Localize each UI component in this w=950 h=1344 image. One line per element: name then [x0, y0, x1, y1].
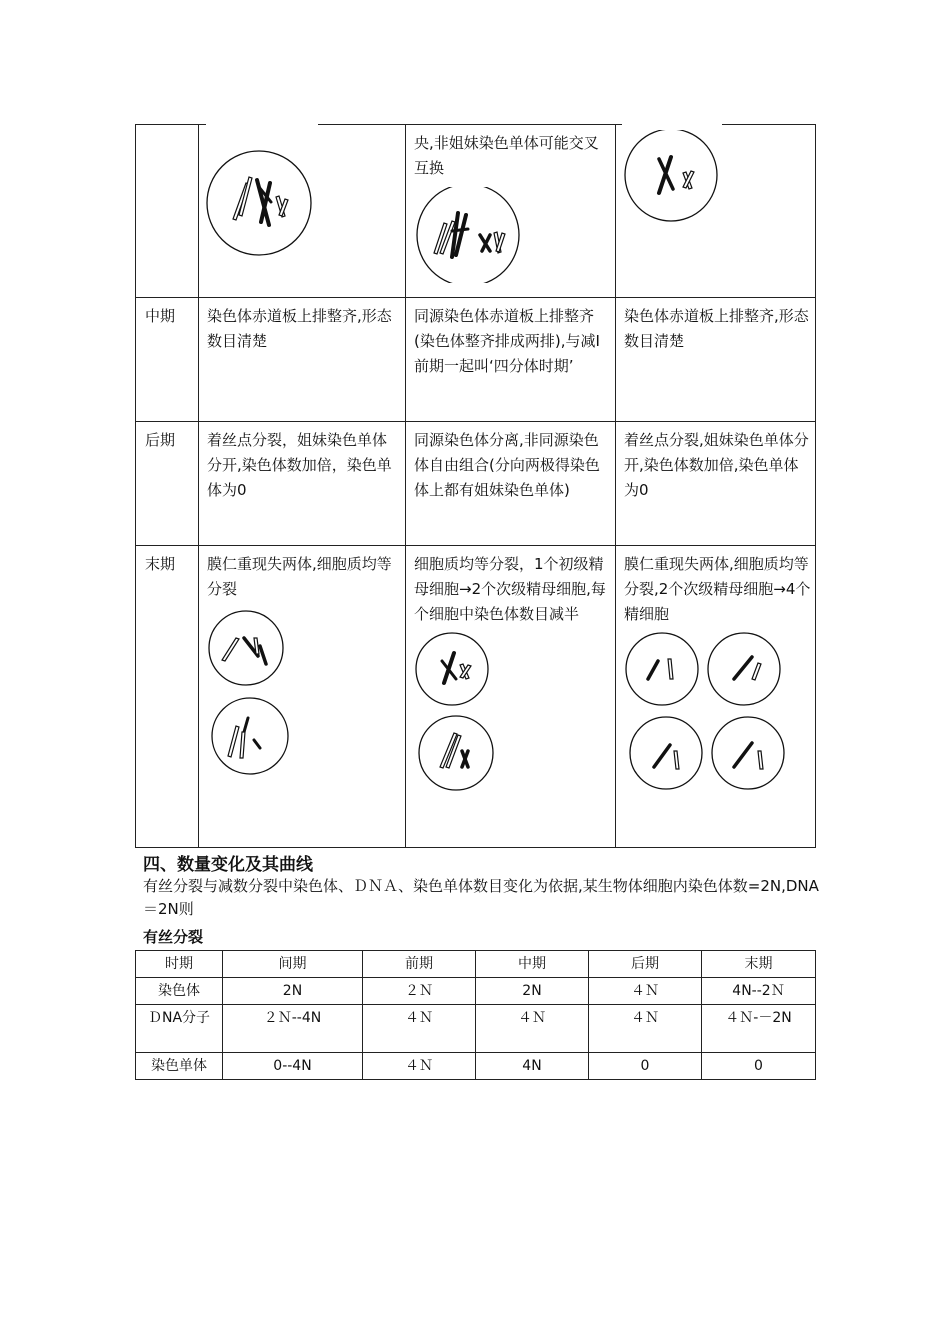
meiosis2-telophase-text: 膜仁重现失两体,细胞质均等分裂,2个次级精母细胞→4个精细胞 [624, 555, 811, 623]
spermatid-cell-3 [628, 715, 704, 791]
top-border-gap [206, 118, 318, 130]
column-header: 时期 [136, 951, 223, 978]
table-cell: ２Ｎ--4N [223, 1005, 363, 1053]
mitosis-telophase-daughter-cell-1 [206, 608, 288, 688]
meiosis1-prophase-cell [406, 125, 616, 298]
row-label: ＤNA分子 [136, 1005, 223, 1053]
table-cell: 4N [476, 1053, 589, 1080]
mitosis-anaphase-text: 着丝点分裂，姐妹染色单体分开,染色体数加倍，染色单体为0 [199, 422, 406, 546]
table-cell: 0--4N [223, 1053, 363, 1080]
meiosis2-prophase-cell-diagram [623, 127, 721, 223]
table-cell: ４Ｎ [363, 1053, 476, 1080]
table-cell: ４Ｎ [476, 1005, 589, 1053]
column-header: 间期 [223, 951, 363, 978]
table-cell: ４Ｎ-－2N [702, 1005, 816, 1053]
table-cell: 2N [223, 978, 363, 1005]
mitosis-telophase-text: 膜仁重现失两体,细胞质均等分裂 [207, 555, 392, 598]
mitosis-quantity-table [135, 950, 816, 1080]
spermatid-cell-2 [706, 631, 782, 707]
mitosis-metaphase-text: 染色体赤道板上排整齐,形态数目清楚 [199, 298, 406, 422]
table-row [136, 1005, 816, 1053]
mitosis-prophase-cell-diagram [203, 147, 315, 259]
meiosis1-metaphase-text: 同源染色体赤道板上排整齐(染色体整齐排成两排),与减Ⅰ前期一起叫‘四分体时期’ [406, 298, 616, 422]
meiosis2-anaphase-text: 着丝点分裂,姐妹染色单体分开,染色体数加倍,染色单体为0 [616, 422, 816, 546]
meiosis1-prophase-cell-diagram [414, 187, 522, 283]
table-cell: ２Ｎ [363, 978, 476, 1005]
top-border-gap [622, 118, 722, 130]
meiosis1-prophase-text: 央,非姐妹染色单体可能交叉互换 [414, 134, 599, 177]
table-row [136, 978, 816, 1005]
section-heading: 四、数量变化及其曲线 [143, 855, 313, 875]
stage-label: 中期 [136, 298, 199, 422]
column-header: 前期 [363, 951, 476, 978]
table-row-telophase [136, 546, 816, 848]
row-label: 染色单体 [136, 1053, 223, 1080]
mitosis-subheading: 有丝分裂 [143, 928, 204, 946]
table-header-row [136, 951, 816, 978]
table-row-metaphase [136, 298, 816, 422]
table-row [136, 1053, 816, 1080]
row-label: 染色体 [136, 978, 223, 1005]
meiosis1-telophase-cell [406, 546, 616, 848]
table-cell: 0 [589, 1053, 702, 1080]
table-cell: ４Ｎ [363, 1005, 476, 1053]
column-header: 中期 [476, 951, 589, 978]
spermatid-row-1 [624, 631, 811, 707]
meiosis1-telophase-text: 细胞质均等分裂，1个初级精母细胞→2个次级精母细胞,每个细胞中染色体数目减半 [414, 555, 606, 623]
meiosis2-telophase-cell [616, 546, 816, 848]
meiosis-comparison-table [135, 124, 816, 848]
meiosis1-anaphase-text: 同源染色体分离,非同源染色体自由组合(分向两极得染色体上都有姐妹染色单体) [406, 422, 616, 546]
table-cell: 4N--2Ｎ [702, 978, 816, 1005]
table-row-prophase [136, 125, 816, 298]
table-cell: ４Ｎ [589, 978, 702, 1005]
table-cell: 0 [702, 1053, 816, 1080]
section-paragraph: 有丝分裂与减数分裂中染色体、ＤＮＡ、染色单体数目变化为依据,某生物体细胞内染色体数=2N,DNA＝2N则 [143, 877, 819, 918]
spermatid-row-2 [628, 715, 811, 791]
stage-cell-empty [136, 125, 199, 298]
column-header: 末期 [702, 951, 816, 978]
stage-label: 末期 [136, 546, 199, 848]
meiosis2-metaphase-text: 染色体赤道板上排整齐,形态数目清楚 [616, 298, 816, 422]
stage-label: 后期 [136, 422, 199, 546]
mitosis-telophase-daughter-cell-2 [210, 696, 292, 778]
table-cell: ４Ｎ [589, 1005, 702, 1053]
column-header: 后期 [589, 951, 702, 978]
spermatid-cell-1 [624, 631, 700, 707]
meiosis1-telophase-daughter-cell-2 [418, 715, 498, 795]
table-row-anaphase [136, 422, 816, 546]
table-cell: 2N [476, 978, 589, 1005]
spermatid-cell-4 [710, 715, 786, 791]
mitosis-telophase-cell [199, 546, 406, 848]
mitosis-prophase-cell [199, 125, 406, 298]
meiosis2-prophase-cell [616, 125, 816, 298]
meiosis1-telophase-daughter-cell-1 [414, 631, 494, 711]
